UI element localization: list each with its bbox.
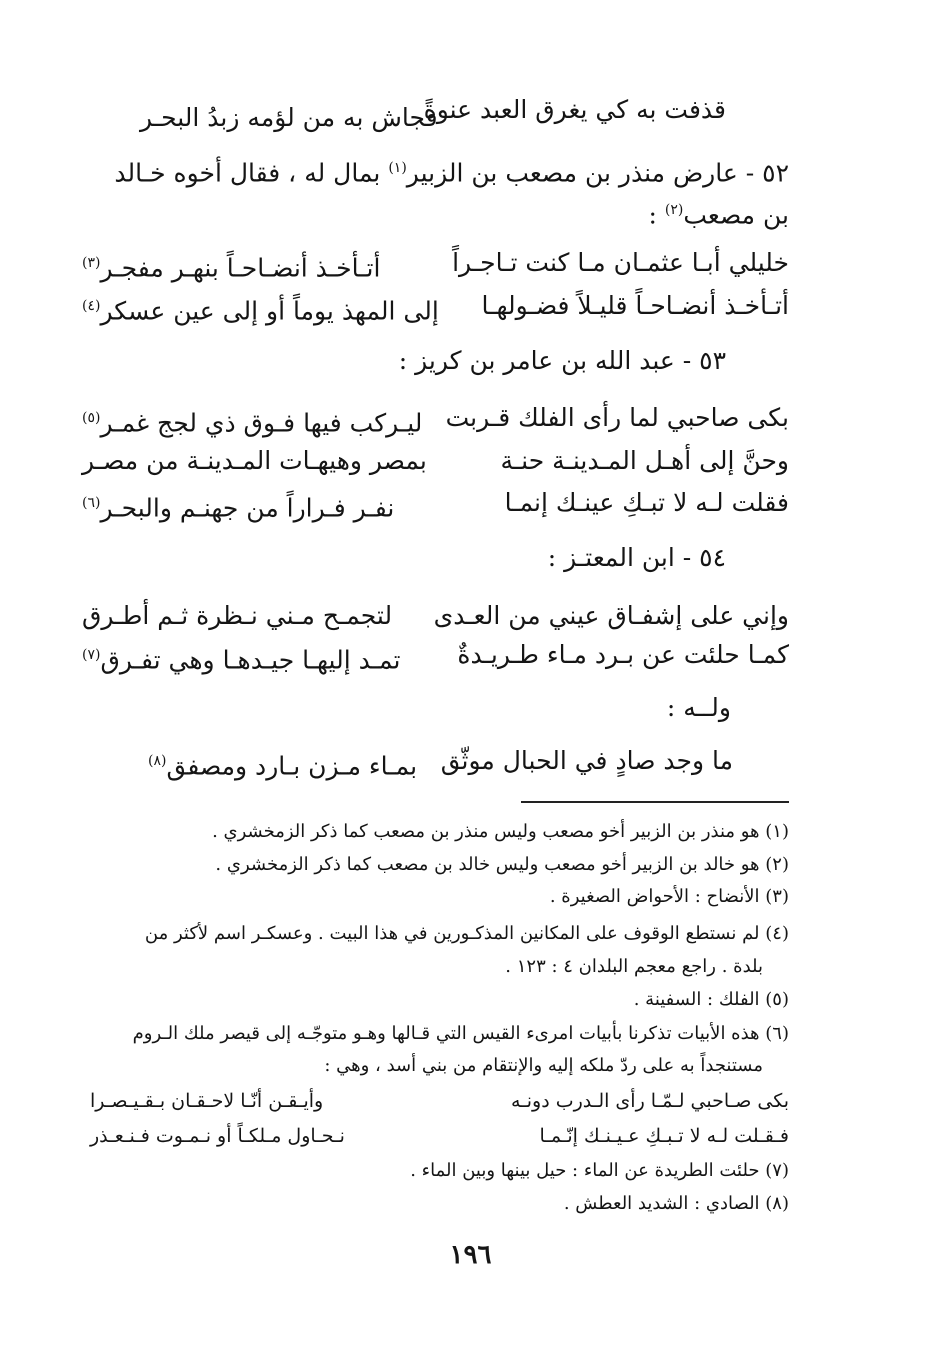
footnote-marker: (٢): [664, 202, 684, 218]
footnote-6-verse-left: نـحـاول مـلكـاً أو نـمـوت فـنـعـذر: [90, 1125, 345, 1147]
entry-number: ٥٢: [762, 158, 789, 188]
verse-right: وحنَّ إلى أهـل المـدينـة حنـة: [500, 446, 789, 475]
entry-52-line1: [114, 150, 789, 191]
verse-left: إلى المهذ يوماً أو إلى عين عسكر$^{(٤)}$: [82, 296, 439, 326]
footnote-marker: (٣): [82, 255, 101, 271]
footnote-rule: [521, 801, 789, 803]
verse-left: بمـاء مـزن بـارد ومصفق$^{(٨)}$: [148, 751, 418, 781]
footnote-marker: (٨): [148, 753, 167, 769]
footnote-8: (٨) الصادي : الشديد العطش .: [563, 1193, 789, 1214]
verse-left: لتجمـح مـني نـظرة ثـم أطـرق: [82, 601, 393, 630]
verse-right: كمـا حلئت عن بـرد مـاء طـريـدةٌ: [457, 640, 789, 669]
verse-left: أتـأخـذ أنضـاحـاً بنهـر مفجـر$^{(٣)}$: [82, 253, 381, 283]
entry-54-heading: ٥٤ - ابن المعتـز :: [547, 543, 726, 572]
verse-left: نفـر فـراراً من جهنـم والبحـر$^{(٦)}$: [82, 493, 395, 523]
footnote-2: (٢) هو خالد بن الزبير أخو مصعب وليس خالد بن مصعب كما ذكر الزمخشري .: [215, 854, 789, 875]
footnote-marker: (٥): [82, 410, 101, 426]
entry-53-heading: ٥٣ - عبد الله بن عامر بن كريز :: [398, 346, 726, 375]
footnote-marker: (١): [388, 160, 407, 176]
footnote-4: (٤) لم نستطع الوقوف على المكانين المذكـورين في هذا البيت . وعسكـر اسم لأكثر من: [144, 923, 789, 944]
verse-top-right: قذفت به كي يغرق العبد عنوةً: [423, 95, 726, 124]
footnote-5: (٥) الفلك : السفينة .: [633, 989, 789, 1010]
wa-lahu: ولــه :: [666, 693, 731, 722]
page-number: ١٩٦: [449, 1240, 492, 1270]
verse-right: خليلي أبـا عثمـان مـا كنت تـاجـراً: [452, 248, 789, 277]
verse-right: وإني على إشفـاق عيني من العـدى: [433, 601, 789, 630]
footnote-6: (٦) هذه الأبيات تذكرنا بأبيات امرىء القيس التي قـالها وهـو متوجّـه إلى قيصر ملك الـروم: [132, 1023, 789, 1044]
entry-text: - عارض منذر بن مصعب بن الزبير: [406, 158, 755, 188]
verse-left: بمصر وهيهـات المـدينـة من مصـر: [82, 446, 427, 475]
verse-right: بكى صاحبي لما رأى الفلك قـربت: [445, 403, 789, 432]
footnote-3: (٣) الأنضاح : الأحواض الصغيرة .: [549, 886, 789, 907]
verse-top-left: فجاش به من لؤمه زبدُ البحـر: [140, 103, 438, 132]
verse-left: تمـد إليهـا جيـدهـا وهي تفـرق$^{(٧)}$: [82, 645, 401, 675]
footnote-1: (١) هو منذر بن الزبير أخو مصعب وليس منذر بن مصعب كما ذكر الزمخشري .: [212, 821, 789, 842]
verse-right: ما وجد صادٍ في الحبال موثّق: [440, 746, 733, 775]
footnote-6-verse-left: وأيـقـن أنّـا لاحـقـان بـقـيـصـرا: [90, 1090, 324, 1112]
verse-left: ليـركب فيها فـوق ذي لجج غمـر$^{(٥)}$: [82, 408, 423, 438]
entry-52-line2: [649, 192, 789, 233]
footnote-7: (٧) حلئت الطريدة عن الماء : حيل بينها وبين الماء .: [410, 1160, 789, 1181]
entry-text: :: [648, 200, 657, 230]
footnote-6-cont: مستنجداً به على ردّ ملكه إليه والإنتقام من بني أسد ، وهي :: [324, 1055, 763, 1076]
entry-text: بن مصعب: [683, 200, 789, 230]
footnote-4-cont: بلدة . راجع معجم البلدان ٤ : ١٢٣ .: [505, 956, 763, 977]
footnote-6-verse-right: فـقـلت لـه لا تـبـكِ عـيـنـك إنّـمـا: [539, 1125, 789, 1147]
verse-right: فقلت لـه لا تبـكِ عينـك إنمـا: [504, 488, 789, 517]
verse-right: أتـأخـذ أنضـاحـاً قليـلاً فضـولهـا: [481, 291, 789, 320]
entry-text: بمال له ، فقال أخوه خـالد: [114, 158, 381, 188]
footnote-marker: (٤): [82, 298, 101, 314]
footnote-marker: (٦): [82, 495, 101, 511]
footnote-marker: (٧): [82, 647, 101, 663]
footnote-6-verse-right: بكى صـاحبي لـمّـا رأى الـدرب دونـه: [511, 1090, 789, 1112]
